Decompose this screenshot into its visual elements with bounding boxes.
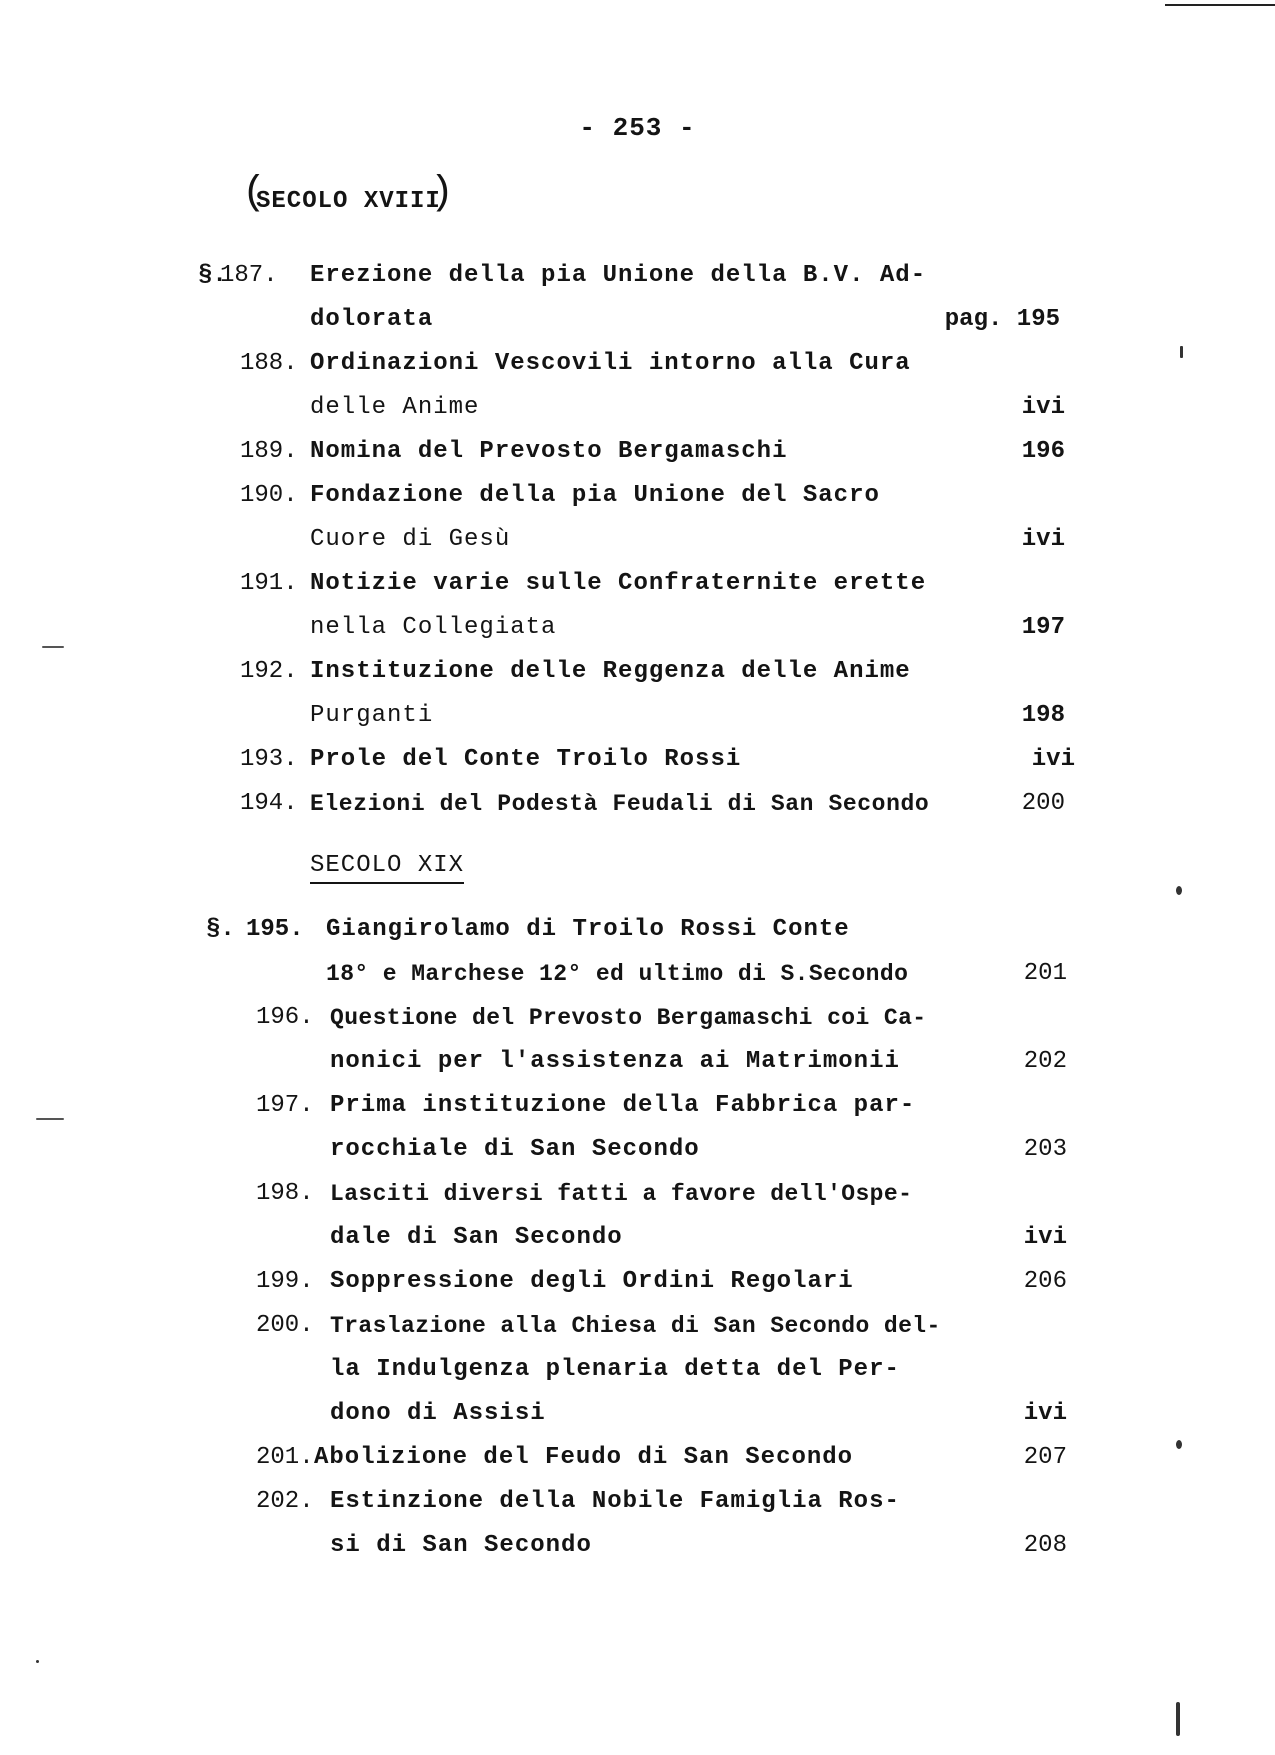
entry-title-line: Questione del Prevosto Bergamaschi coi Ca- [330, 1005, 927, 1031]
entry-title-line: Abolizione del Feudo di San Secondo [314, 1444, 854, 1471]
entry-page: 206 [1023, 1268, 1067, 1295]
entry-number: 193. [240, 746, 298, 773]
entry-title-line: Cuore di Gesù [310, 526, 511, 553]
entry-title-line: Erezione della pia Unione della B.V. Ad- [310, 262, 927, 289]
entry-number: 202. [256, 1488, 314, 1515]
entry-title-line: rocchiale di San Secondo [330, 1136, 700, 1163]
entry-number: 195. [246, 916, 304, 943]
entry-page: 197 [1021, 614, 1065, 641]
entry-number: 187. [220, 262, 278, 289]
entry-number: 201. [256, 1444, 314, 1471]
entry-page: ivi [1023, 1224, 1067, 1251]
entry-page: ivi [1021, 394, 1065, 421]
page-number: - 253 - [579, 113, 696, 143]
entry-title-line: Notizie varie sulle Confraternite erette [310, 570, 927, 597]
entry-page: 208 [1023, 1532, 1067, 1559]
heading-secolo-xviii: ( SECOLO XVIII ) [256, 188, 441, 216]
entry-number: 196. [256, 1004, 314, 1031]
entry-title-line: Fondazione della pia Unione del Sacro [310, 482, 880, 509]
scan-speck [42, 646, 64, 648]
entry-title-line: Estinzione della Nobile Famiglia Ros- [330, 1488, 900, 1515]
entry-title-line: Traslazione alla Chiesa di San Secondo del- [330, 1313, 941, 1339]
scan-edge-line [1165, 4, 1275, 6]
entry-page: ivi [1023, 1400, 1067, 1427]
section-mark: §. [206, 916, 235, 943]
scan-speck [1176, 1702, 1180, 1736]
entry-number: 192. [240, 658, 298, 685]
entry-title-line: Ordinazioni Vescovili intorno alla Cura [310, 350, 911, 377]
entry-page: 196 [1021, 438, 1065, 465]
entry-title-line: la Indulgenza plenaria detta del Per- [330, 1356, 900, 1383]
entry-title-line: delle Anime [310, 394, 480, 421]
entry-title-line: dono di Assisi [330, 1400, 546, 1427]
entry-number: 198. [256, 1180, 314, 1207]
entry-title-line: Giangirolamo di Troilo Rossi Conte [326, 916, 850, 943]
scan-speck [1180, 346, 1183, 358]
entry-title-line: dolorata [310, 306, 434, 333]
entry-title-line: Instituzione delle Reggenza delle Anime [310, 658, 911, 685]
section-mark: §. [198, 262, 227, 289]
entry-title-line: nonici per l'assistenza ai Matrimonii [330, 1048, 900, 1075]
entry-page: 201 [1023, 960, 1067, 987]
entry-number: 190. [240, 482, 298, 509]
entry-title-line: 18° e Marchese 12° ed ultimo di S.Secondo [326, 961, 909, 987]
entry-page: ivi [1021, 526, 1065, 553]
heading-secolo-xix: SECOLO XIX [310, 852, 464, 884]
entry-title-line: Lasciti diversi fatti a favore dell'Ospe- [330, 1181, 913, 1207]
entry-page: 202 [1023, 1048, 1067, 1075]
scan-speck [1176, 1440, 1182, 1449]
entry-page: pag. 195 [944, 306, 1060, 333]
entry-title-line: Soppressione degli Ordini Regolari [330, 1268, 854, 1295]
entry-number: 188. [240, 350, 298, 377]
entry-number: 189. [240, 438, 298, 465]
entry-title-line: Nomina del Prevosto Bergamaschi [310, 438, 788, 465]
entry-title-line: Elezioni del Podestà Feudali di San Secondo [310, 791, 930, 817]
entry-title-line: dale di San Secondo [330, 1224, 623, 1251]
entry-title-line: nella Collegiata [310, 614, 557, 641]
entry-page: 207 [1023, 1444, 1067, 1471]
scan-speck [36, 1118, 64, 1120]
entry-title-line: Purganti [310, 702, 434, 729]
entry-page: 200 [1021, 790, 1065, 817]
entry-number: 197. [256, 1092, 314, 1119]
entry-title-line: Prole del Conte Troilo Rossi [310, 746, 742, 773]
entry-number: 199. [256, 1268, 314, 1295]
entry-title-line: Prima instituzione della Fabbrica par- [330, 1092, 916, 1119]
entry-page: ivi [1031, 746, 1075, 773]
scan-speck [36, 1660, 39, 1663]
entry-page: 198 [1021, 702, 1065, 729]
entry-title-line: si di San Secondo [330, 1532, 592, 1559]
entry-number: 194. [240, 790, 298, 817]
entry-page: 203 [1023, 1136, 1067, 1163]
entry-number: 200. [256, 1312, 314, 1339]
entry-number: 191. [240, 570, 298, 597]
scan-speck [1176, 886, 1182, 895]
